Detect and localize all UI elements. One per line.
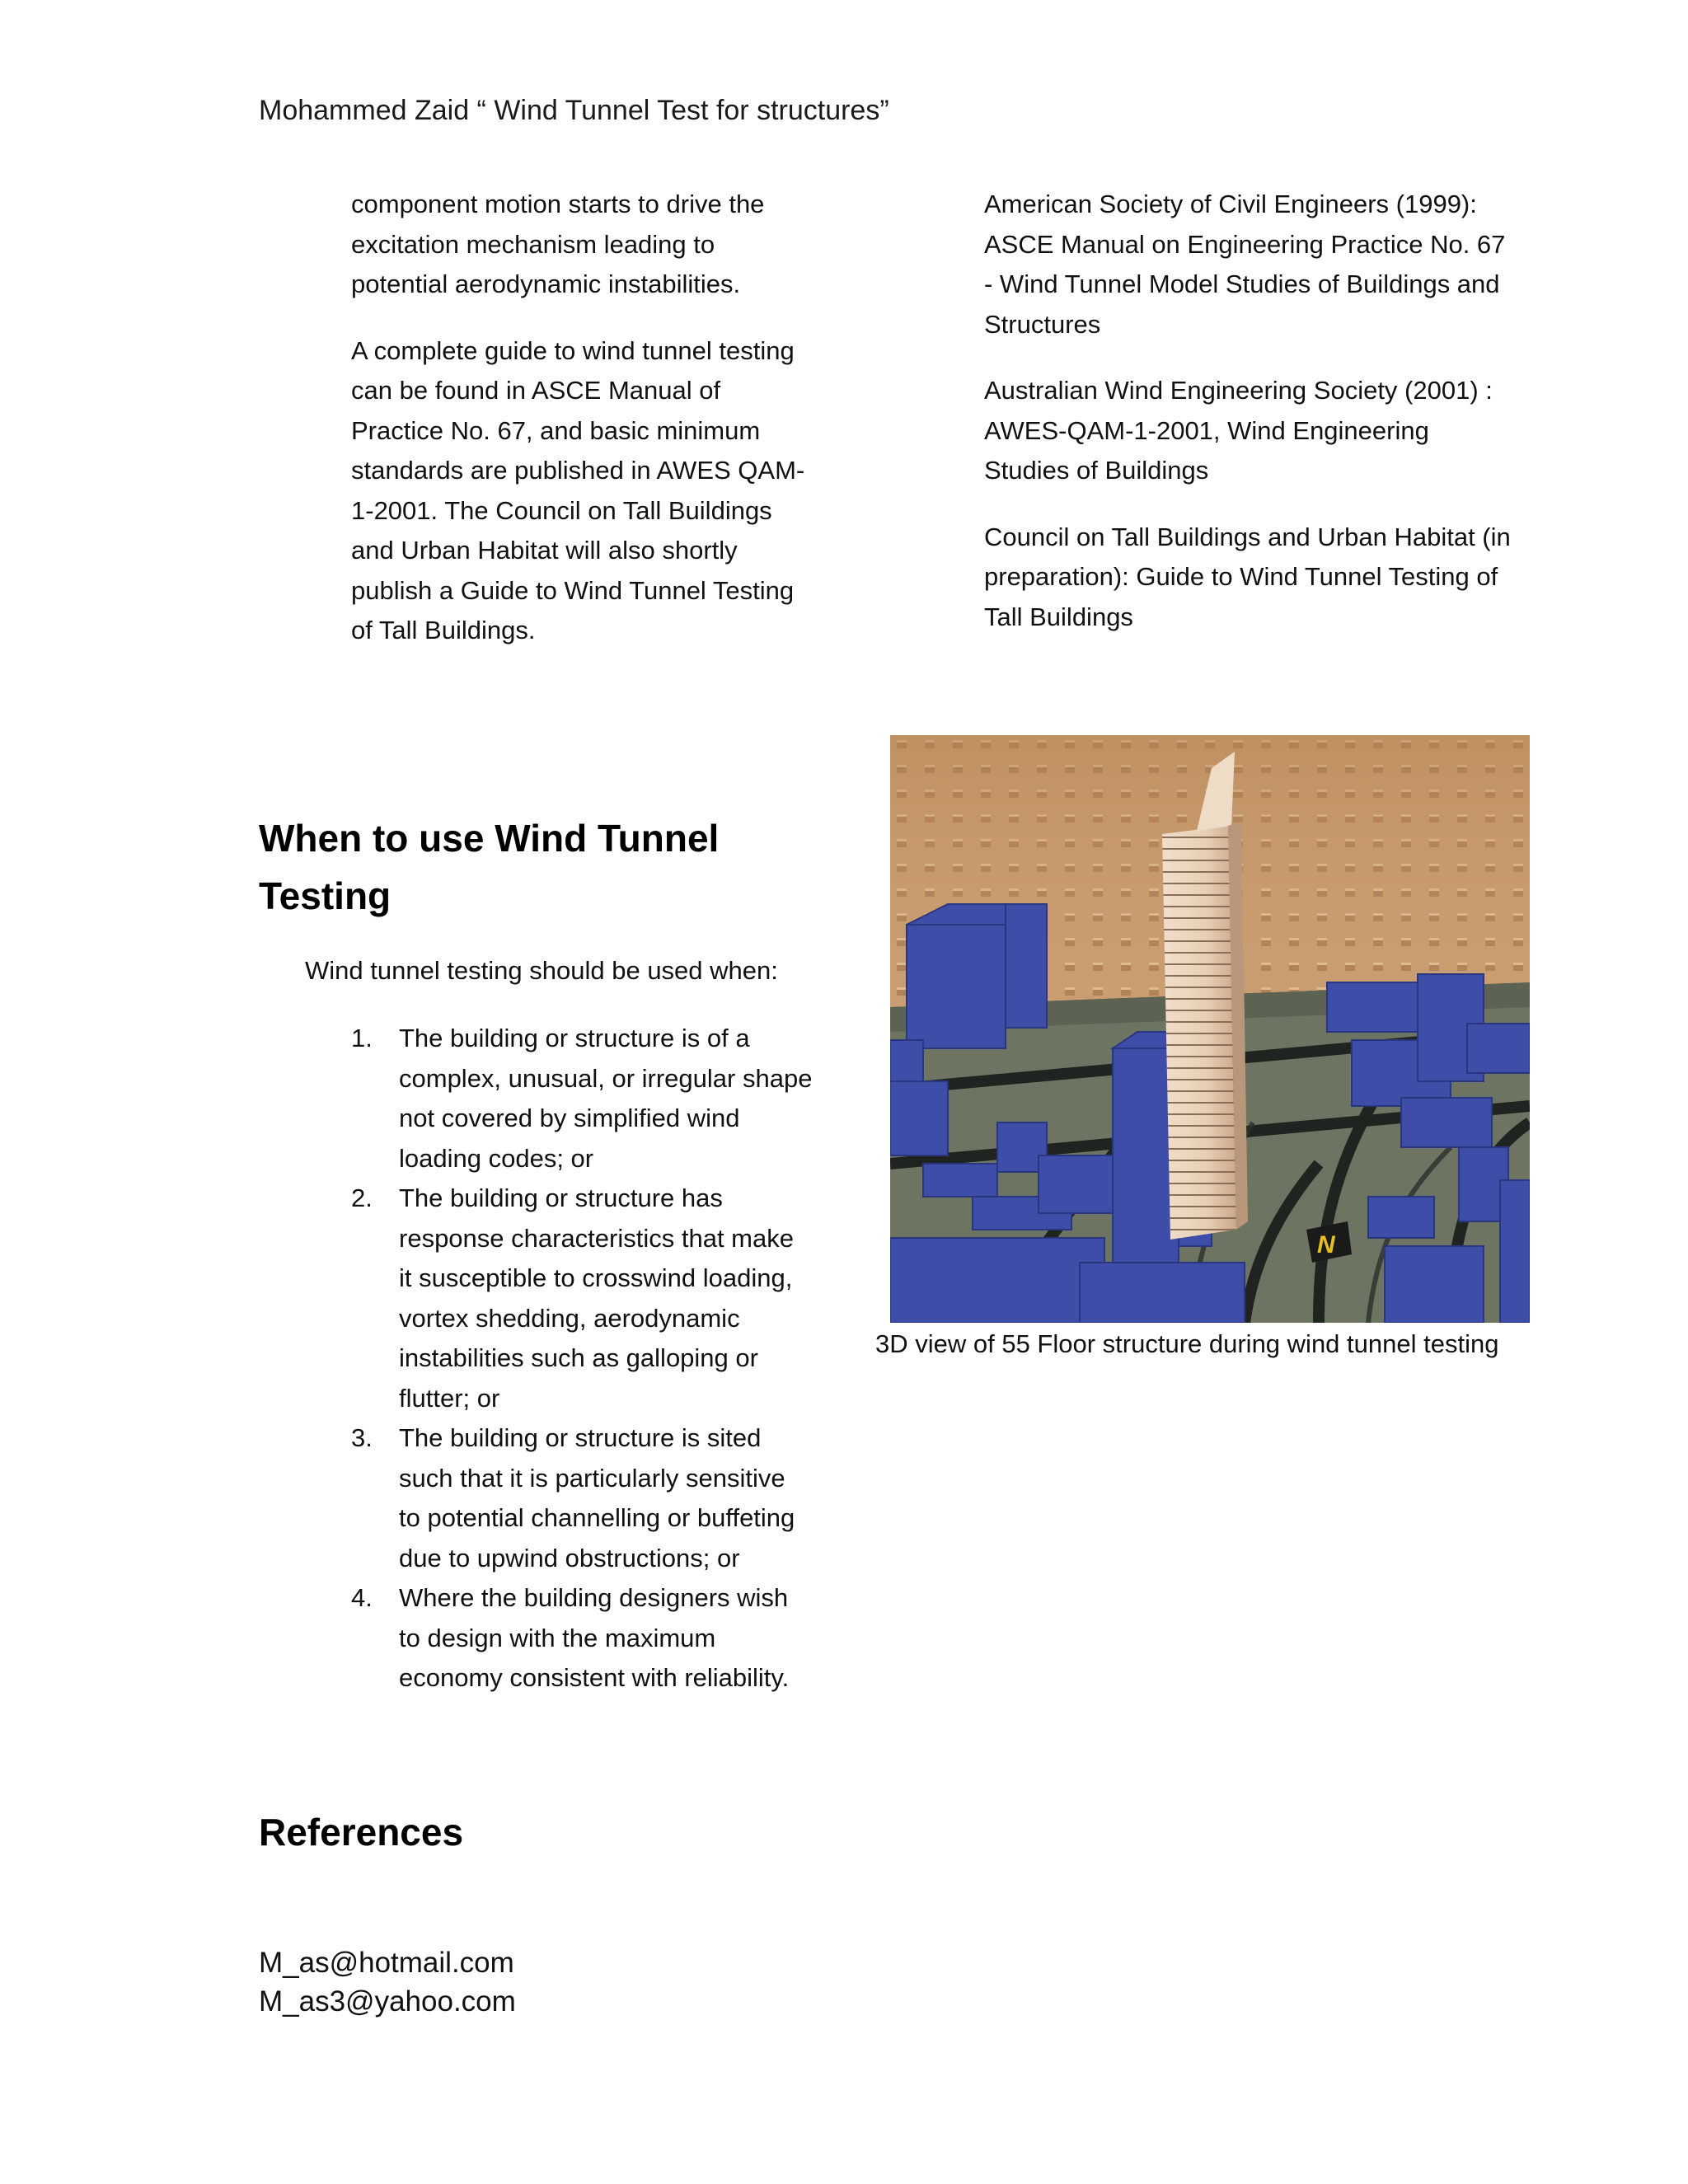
intro-text: Wind tunnel testing should be used when: — [305, 956, 778, 985]
list-item-text: The building or structure is of a complex, unusual, or irregular shape not covered by simplified wind loading codes; or — [399, 1024, 813, 1173]
paragraph-instabilities: component motion starts to drive the excitation mechanism leading to potential aerodynamic instabilities. — [351, 190, 765, 298]
list-item-number: 3. — [351, 1423, 373, 1452]
list-item — [351, 1418, 813, 1578]
figure-caption: 3D view of 55 Floor structure during wind tunnel testing — [875, 1329, 1499, 1358]
email-hotmail: M_as@hotmail.com — [259, 1947, 514, 1979]
paragraph-guide: A complete guide to wind tunnel testing can be found in ASCE Manual of Practice No. 67, and basic minimum standards are published in AWES QAM-1-2001. The Council on Tall Buildings and Urban Habitat will also shortly publish a Guide to Wind Tunnel Testing of Tall Buildings. — [351, 335, 805, 644]
list-item-number: 4. — [351, 1583, 373, 1612]
north-marker-label: N — [1317, 1231, 1335, 1258]
list-item-text: The building or structure has response characteristics that make it susceptible to crosswind loading, vortex shedding, aerodynamic instabilities such as galloping or flutter; or — [399, 1183, 794, 1413]
heading-references: References — [259, 1811, 464, 1854]
page-header: Mohammed Zaid “ Wind Tunnel Test for structures” — [259, 95, 889, 126]
list-item-number: 1. — [351, 1024, 373, 1052]
list-item — [351, 1578, 813, 1699]
list-item-number: 2. — [351, 1183, 373, 1212]
contact-block — [259, 1943, 516, 2021]
heading-when-to-use: When to use Wind Tunnel Testing — [259, 817, 720, 917]
list-item-text: Where the building designers wish to design with the maximum economy consistent with reliability. — [399, 1583, 790, 1692]
reference-awes: Australian Wind Engineering Society (2001) : AWES-QAM-1-2001, Wind Engineering Studies of Buildings — [984, 376, 1493, 485]
list-item-text: The building or structure is sited such that it is particularly sensitive to potential channelling or buffeting due to upwind obstructions; or — [399, 1423, 795, 1572]
reference-asce: American Society of Civil Engineers (1999): ASCE Manual on Engineering Practice No. 67 - Wind Tunnel Model Studies of Buildings and Structures — [984, 190, 1506, 339]
list-item — [351, 1019, 813, 1179]
reference-list — [984, 185, 1512, 637]
left-column-top — [351, 185, 813, 651]
wind-tunnel-photo — [890, 735, 1530, 1323]
list-item — [351, 1179, 813, 1418]
reference-ctbuh: Council on Tall Buildings and Urban Habitat (in preparation): Guide to Wind Tunnel Testing of Tall Buildings — [984, 522, 1511, 631]
numbered-list — [351, 1019, 813, 1699]
email-yahoo: M_as3@yahoo.com — [259, 1985, 516, 2018]
